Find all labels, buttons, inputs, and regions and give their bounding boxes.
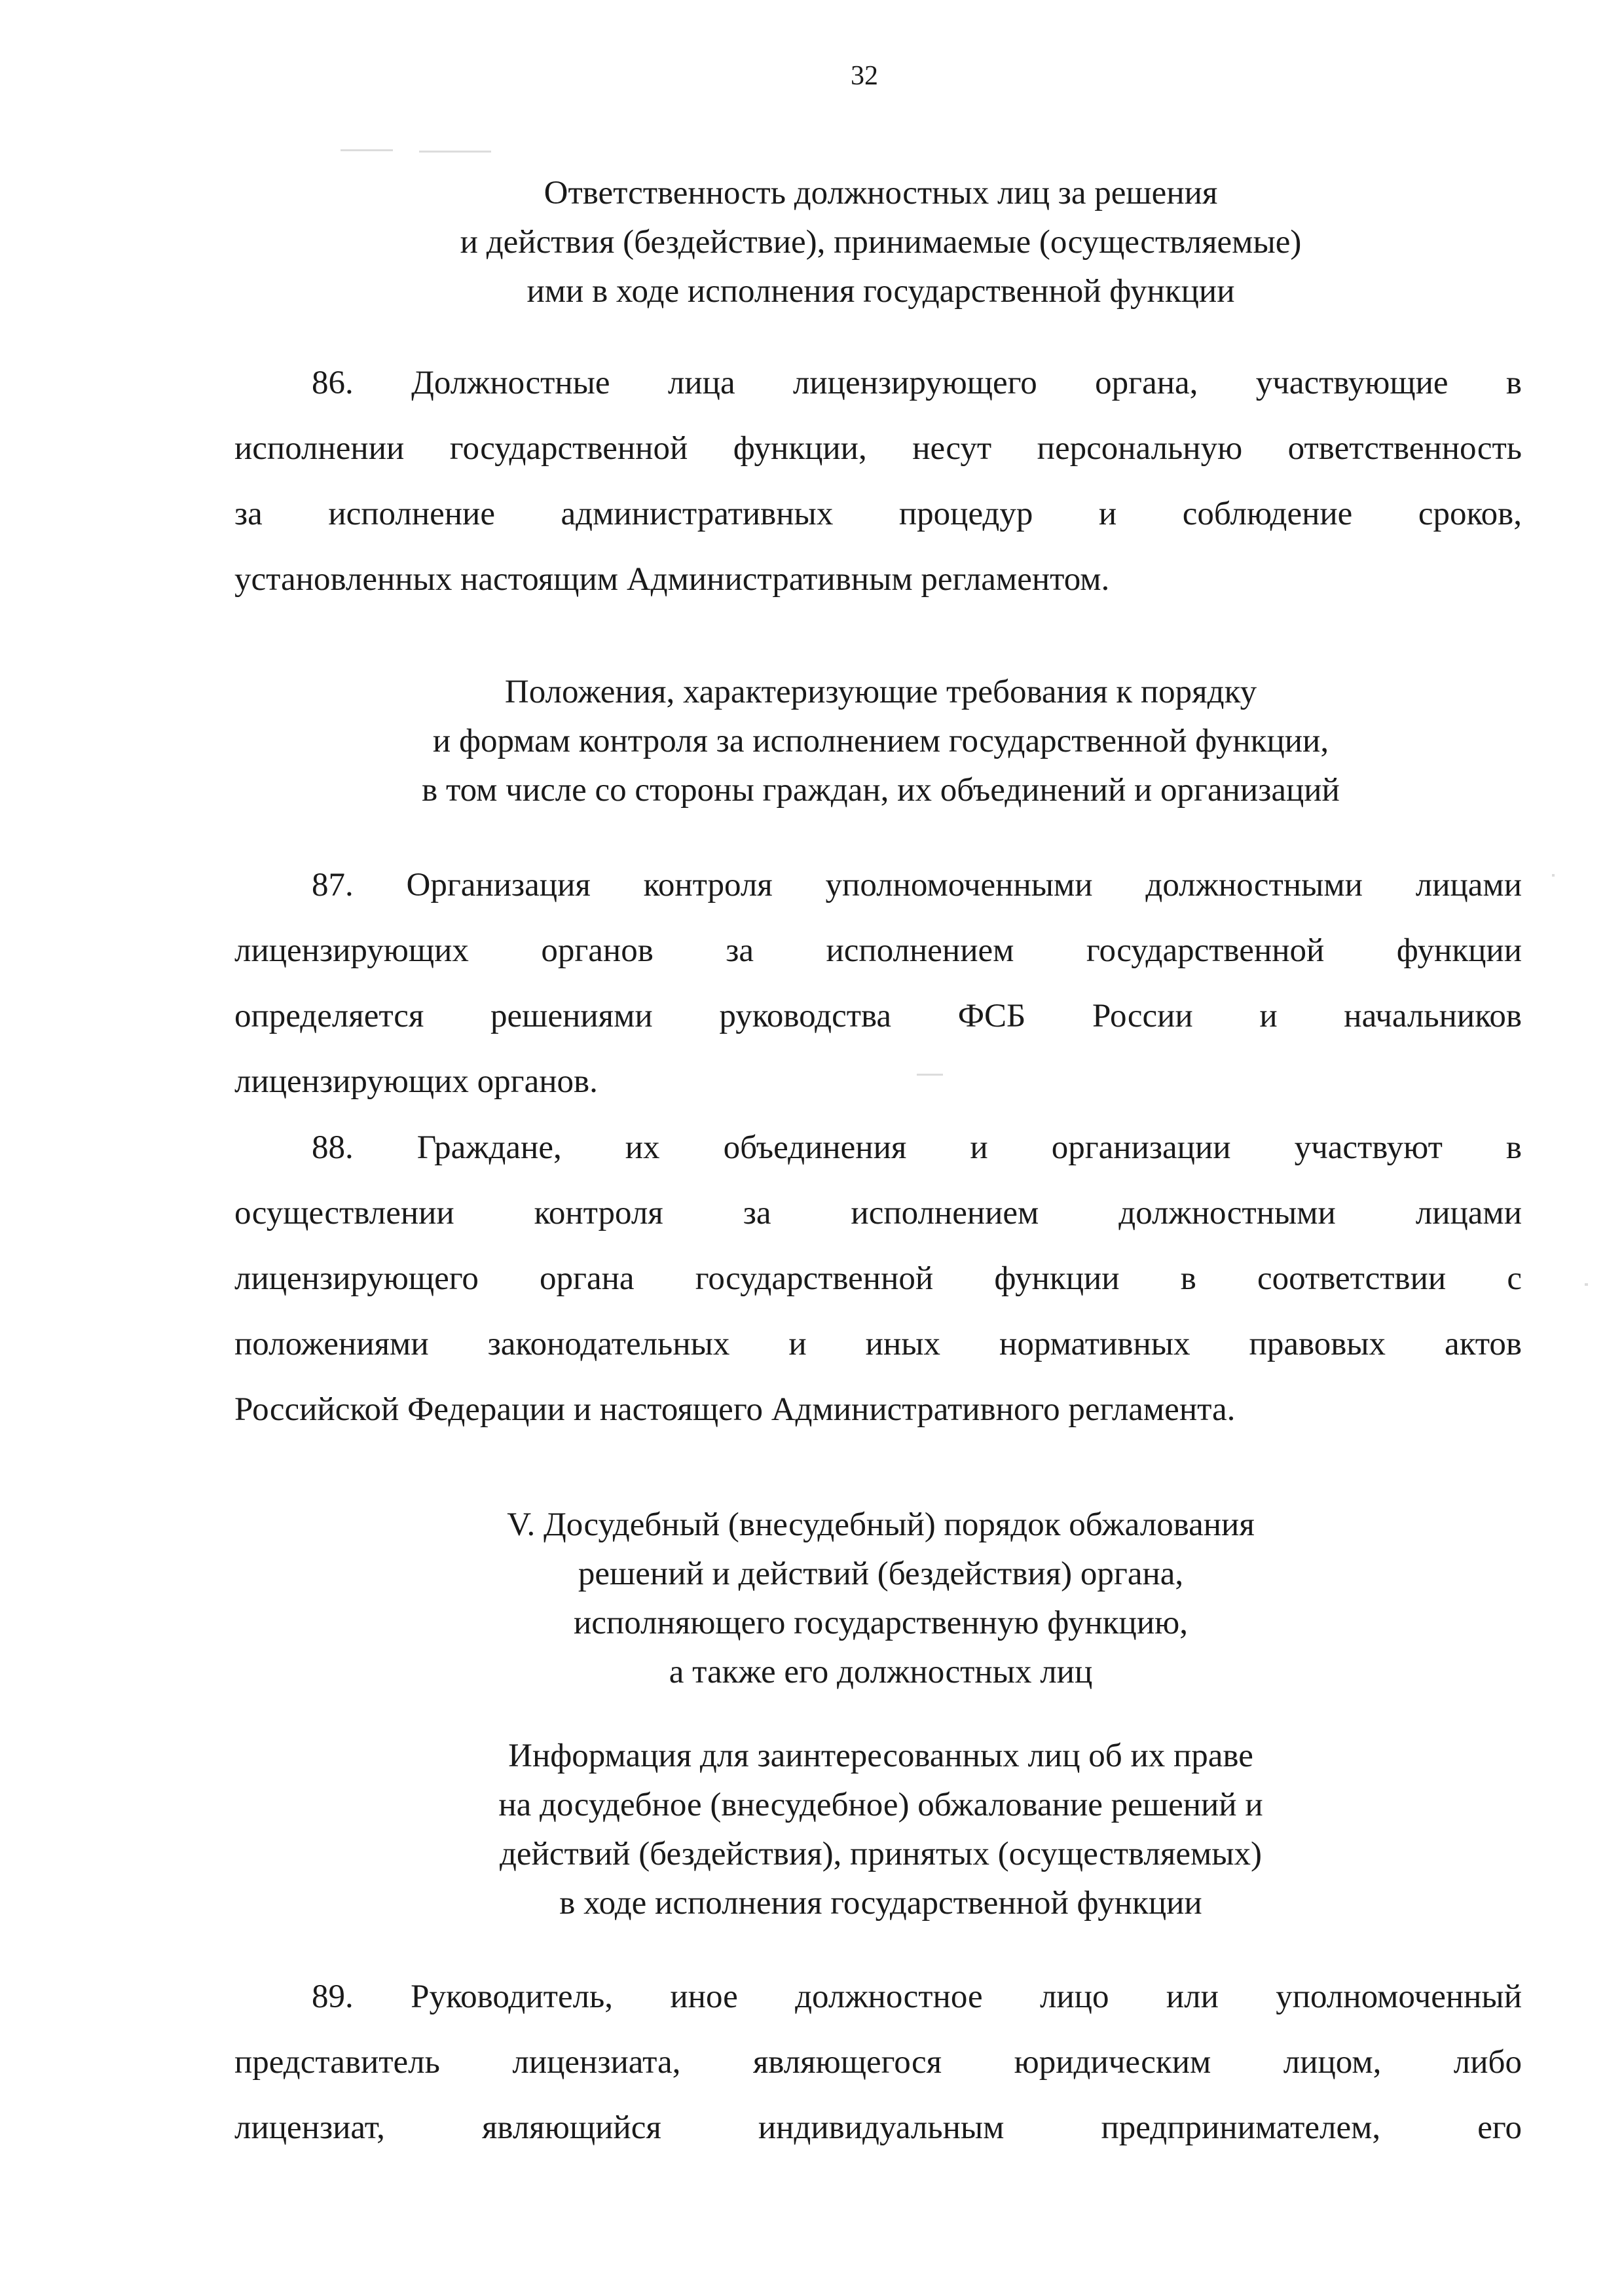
scan-speck <box>917 1074 943 1076</box>
heading-line: исполняющего государственную функцию, <box>574 1605 1188 1641</box>
heading-line: Ответственность должностных лиц за решения <box>544 175 1218 211</box>
paragraph-line: установленных настоящим Административным регламентом. <box>234 561 1110 598</box>
heading-line: решений и действий (бездействия) органа, <box>578 1556 1184 1592</box>
heading-line: действий (бездействия), принятых (осуществляемых) <box>499 1836 1262 1872</box>
heading-line: Информация для заинтересованных лиц об их праве <box>508 1738 1253 1774</box>
paragraph-line: 88. Граждане, их объединения и организации участвуют в <box>312 1129 1522 1166</box>
paragraph-line: за исполнение административных процедур и соблюдение сроков, <box>234 496 1522 532</box>
paragraph-line: Российской Федерации и настоящего Административного регламента. <box>234 1391 1236 1428</box>
heading-section-v <box>367 1501 1395 1697</box>
paragraph-line: осуществлении контроля за исполнением должностными лицами <box>234 1195 1522 1231</box>
paragraph-line: лицензирующего органа государственной функции в соответствии с <box>234 1260 1522 1297</box>
paragraph-line: определяется решениями руководства ФСБ России и начальников <box>234 998 1522 1034</box>
paragraph-line: 86. Должностные лица лицензирующего органа, участвующие в <box>312 365 1522 401</box>
paragraph-line: положениями законодательных и иных нормативных правовых актов <box>234 1326 1522 1362</box>
paragraph-line: лицензирующих органов. <box>234 1063 598 1100</box>
heading-line: а также его должностных лиц <box>669 1654 1093 1690</box>
paragraph-line: представитель лицензиата, являющегося юридическим лицом, либо <box>234 2044 1522 2081</box>
scan-speck <box>341 149 393 151</box>
paragraph-line: исполнении государственной функции, несут персональную ответственность <box>234 430 1522 467</box>
heading-appeal-information <box>367 1732 1395 1928</box>
heading-line: в том числе со стороны граждан, их объединений и организаций <box>422 772 1340 809</box>
scan-speck <box>419 151 491 153</box>
scan-speck <box>1585 1283 1588 1286</box>
paragraph-line: 89. Руководитель, иное должностное лицо или уполномоченный <box>312 1978 1522 2015</box>
paragraph-89 <box>234 1964 1522 2160</box>
paragraph-line: лицензирующих органов за исполнением государственной функции <box>234 932 1522 969</box>
heading-line: в ходе исполнения государственной функции <box>559 1885 1202 1922</box>
heading-line: на досудебное (внесудебное) обжалование решений и <box>498 1787 1263 1823</box>
heading-officials-responsibility <box>367 169 1395 316</box>
paragraph-line: 87. Организация контроля уполномоченными должностными лицами <box>312 867 1522 903</box>
heading-line: Положения, характеризующие требования к порядку <box>504 674 1257 710</box>
heading-line: ими в ходе исполнения государственной функции <box>526 273 1235 310</box>
scan-speck <box>1552 874 1555 877</box>
page-number: 32 <box>851 61 878 91</box>
paragraph-87 <box>234 852 1522 1114</box>
paragraph-86 <box>234 350 1522 612</box>
heading-line: и действия (бездействие), принимаемые (осуществляемые) <box>460 224 1302 261</box>
heading-control-requirements <box>367 668 1395 815</box>
heading-line: и формам контроля за исполнением государственной функции, <box>432 723 1329 759</box>
paragraph-line: лицензиат, являющийся индивидуальным предпринимателем, его <box>234 2109 1522 2146</box>
paragraph-88 <box>234 1115 1522 1442</box>
heading-line: V. Досудебный (внесудебный) порядок обжалования <box>507 1506 1255 1543</box>
